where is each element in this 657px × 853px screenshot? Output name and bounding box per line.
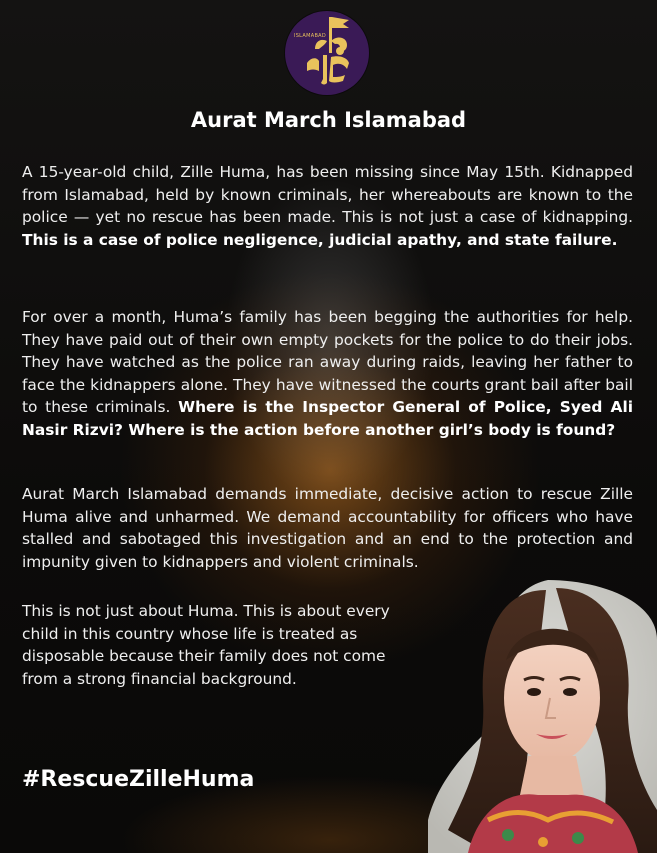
portrait-photo bbox=[428, 580, 657, 853]
paragraph-demands: Aurat March Islamabad demands immediate, decisive action to rescue Zille Huma alive and unharmed. We demand accountability for officers who have stalled and sabotaged this investigation and an end to the protection and impunity given to kidnappers and violent criminals. bbox=[22, 485, 633, 571]
logo-badge bbox=[285, 11, 369, 95]
paragraph-family bbox=[22, 306, 633, 442]
logo-text: ISLAMABAD bbox=[293, 33, 327, 39]
hashtag: #RescueZilleHuma bbox=[22, 767, 255, 792]
page-title: Aurat March Islamabad bbox=[190, 108, 467, 132]
paragraph-missing-text: A 15-year-old child, Zille Huma, has been missing since May 15th. Kidnapped from Islamabad, held by known criminals, her whereabouts are known to the police — yet no rescue has been made. This is not just a case of kidnapping. bbox=[22, 163, 633, 227]
paragraph-missing-bold: This is a case of police negligence, judicial apathy, and state failure. bbox=[22, 230, 618, 249]
paragraph-missing bbox=[22, 161, 633, 251]
paragraph-every-child: This is not just about Huma. This is about every child in this country whose life is treated as disposable because their family does not come from a strong financial background. bbox=[22, 602, 390, 688]
paragraph-family-bold: Where is the Inspector General of Police, Syed Ali Nasir Rizvi? Where is the action before another girl’s body is found? bbox=[22, 398, 633, 439]
paragraph-family-text: For over a month, Huma’s family has been begging the authorities for help. They have paid out of their own empty pockets for the police to do their jobs. They have watched as the police ran away during raids, leaving her father to face the kidnappers alone. They have witnessed the courts grant bail after bail to these criminals. bbox=[22, 308, 633, 417]
logo-emblem-icon bbox=[285, 11, 369, 95]
portrait-icon bbox=[428, 580, 657, 853]
